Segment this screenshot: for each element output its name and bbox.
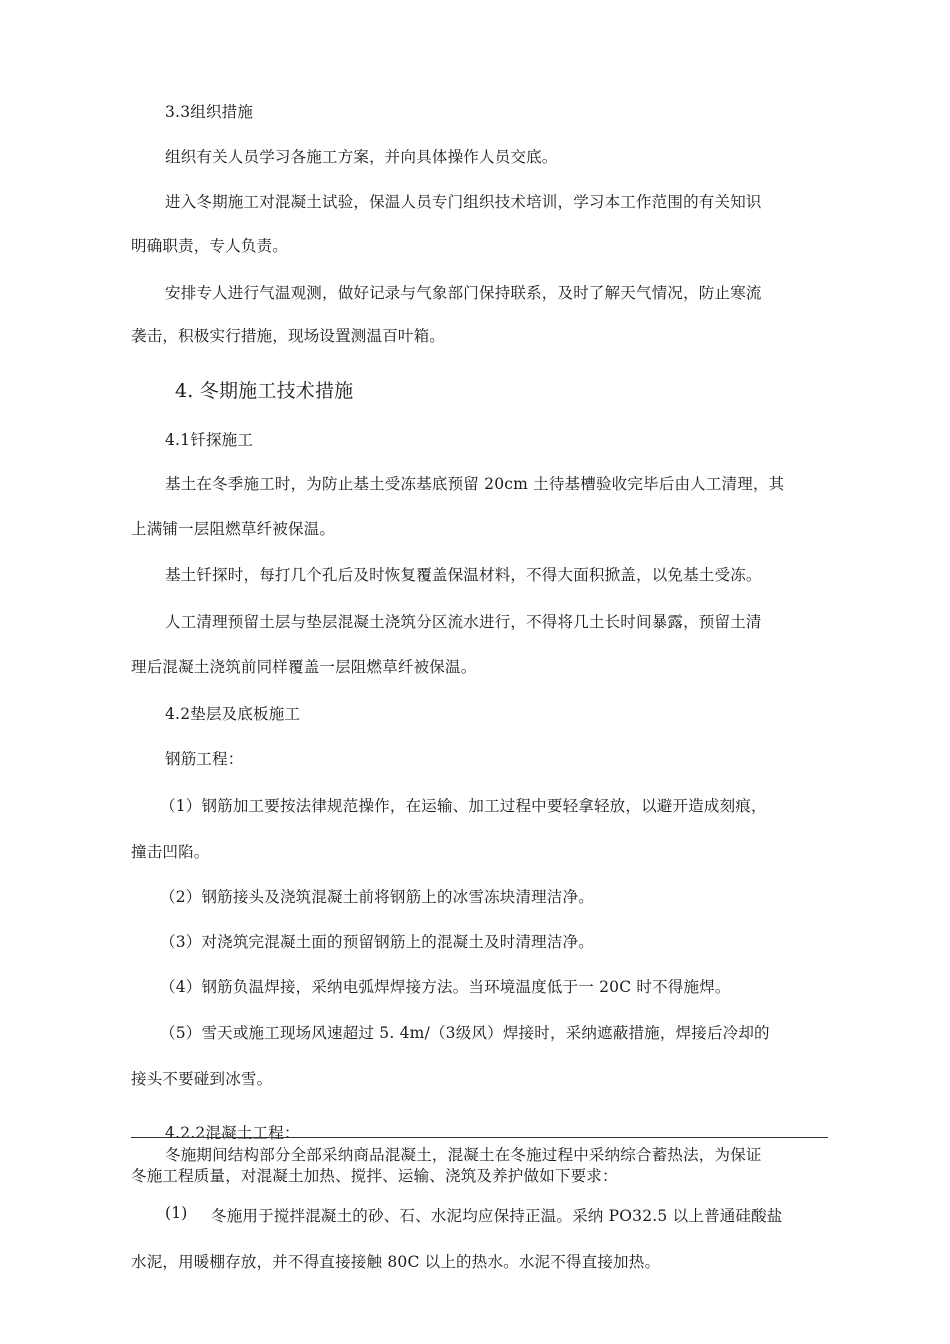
horizontal-rule	[131, 1137, 828, 1138]
list-item-line: 接头不要碰到冰雪。	[131, 1070, 273, 1088]
section-heading-3-3: 3.3组织措施	[165, 103, 254, 121]
list-item: （4）钢筋负温焊接，采纳电弧焊焊接方法。当环境温度低于一 20C 时不得施焊。	[160, 978, 731, 996]
list-item-line: 冬施用于搅拌混凝土的砂、石、水泥均应保持正温。采纳 PO32.5 以上普通硅酸盐	[211, 1207, 783, 1225]
paragraph: 组织有关人员学习各施工方案，并向具体操作人员交底。	[165, 148, 558, 166]
subheading-rebar: 钢筋工程：	[165, 750, 244, 768]
chapter-heading-4: 4. 冬期施工技术措施	[175, 380, 354, 402]
paragraph-line: 上满铺一层阻燃草纤被保温。	[131, 520, 336, 538]
paragraph-line: 理后混凝土浇筑前同样覆盖一层阻燃草纤被保温。	[131, 658, 477, 676]
paragraph-line: 袭击，积极实行措施，现场设置测温百叶箱。	[131, 327, 446, 345]
list-item: （3）对浇筑完混凝土面的预留钢筋上的混凝土及时清理洁净。	[160, 933, 594, 951]
paragraph-line: 冬施期间结构部分全部采纳商品混凝土，混凝土在冬施过程中采纳综合蓄热法，为保证	[165, 1146, 762, 1164]
paragraph-line: 安排专人进行气温观测，做好记录与气象部门保持联系，及时了解天气情况，防止寒流	[165, 284, 762, 302]
paragraph: 基土钎探时，每打几个孔后及时恢复覆盖保温材料，不得大面积掀盖，以免基土受冻。	[165, 566, 762, 584]
list-item-line: （5）雪天或施工现场风速超过 5. 4m/（3级风）焊接时，采纳遮蔽措施，焊接后冷却的	[160, 1024, 770, 1042]
list-item-line: （1）钢筋加工要按法律规范操作，在运输、加工过程中要轻拿轻放，以避开造成刻痕，	[160, 797, 767, 815]
section-heading-4-2: 4.2垫层及底板施工	[165, 705, 301, 723]
paragraph-line: 明确职责，专人负责。	[131, 237, 289, 255]
paragraph-line: 进入冬期施工对混凝土试验，保温人员专门组织技术培训，学习本工作范围的有关知识	[165, 193, 762, 211]
paragraph-line: 冬施工程质量，对混凝土加热、搅拌、运输、浇筑及养护做如下要求：	[131, 1167, 618, 1185]
paragraph-line: 基土在冬季施工时，为防止基土受冻基底预留 20cm 土待基槽验收完毕后由人工清理，其	[165, 475, 785, 493]
paragraph-line: 人工清理预留土层与垫层混凝土浇筑分区流水进行，不得将几土长时间暴露，预留土清	[165, 613, 762, 631]
list-item: （2）钢筋接头及浇筑混凝土前将钢筋上的冰雪冻块清理洁净。	[160, 888, 594, 906]
section-heading-4-2-2: 4.2.2混凝土工程：	[165, 1124, 300, 1142]
section-heading-4-1: 4.1钎探施工	[165, 431, 254, 449]
list-item-line: 撞击凹陷。	[131, 843, 210, 861]
list-number: (1)	[165, 1204, 188, 1222]
list-item-line: 水泥，用暖棚存放，并不得直接接触 80C 以上的热水。水泥不得直接加热。	[131, 1253, 661, 1271]
